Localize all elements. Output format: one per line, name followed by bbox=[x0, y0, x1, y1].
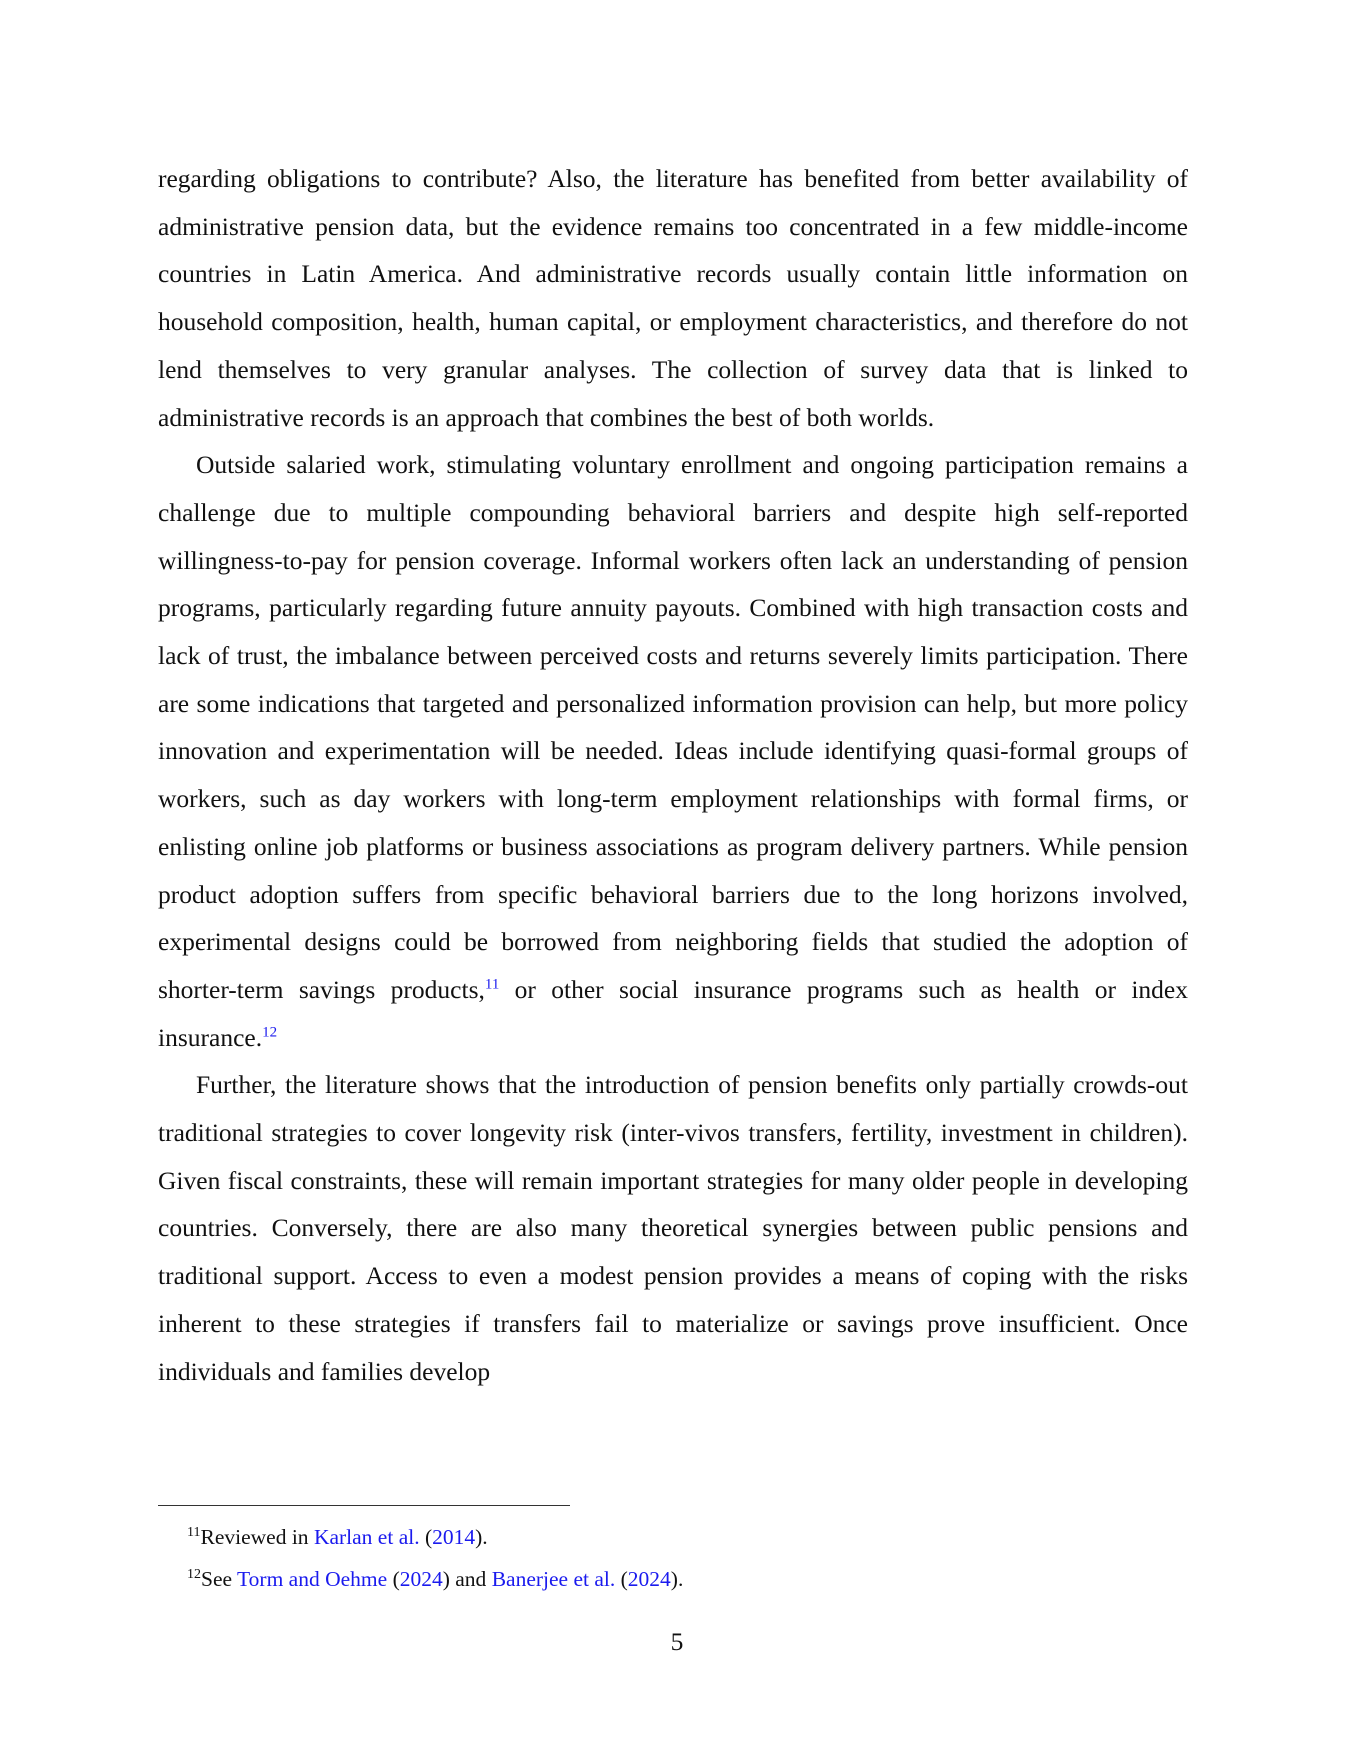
footnote-12-middle: ) and bbox=[442, 1567, 492, 1591]
footnote-11-open-paren: ( bbox=[419, 1525, 433, 1549]
body-text bbox=[158, 155, 1188, 1395]
footnote-12-prefix: See bbox=[201, 1567, 238, 1591]
paragraph-1: regarding obligations to contribute? Also, the literature has benefited from better availability of administrative pension data, but the evidence remains too concentrated in a few middle-income countries in Latin America. And administrative records usually contain little information on household composition, health, human capital, or employment characteristics, and therefore do not lend themselves to very granular analyses. The collection of survey data that is linked to administrative records is an approach that combines the best of both worlds. bbox=[158, 164, 1188, 432]
citation-banerjee-authors[interactable]: Banerjee et al. bbox=[491, 1567, 616, 1591]
citation-banerjee-year[interactable]: 2024 bbox=[627, 1567, 671, 1591]
citation-karlan-year[interactable]: 2014 bbox=[432, 1525, 476, 1549]
footnote-12 bbox=[187, 1558, 1187, 1600]
footnote-11 bbox=[187, 1516, 1187, 1558]
paragraph-2-text-a: Outside salaried work, stimulating voluntary enrollment and ongoing participation remains a challenge due to multiple compounding behavioral barriers and despite high self-reported willingness-to-pay for pension coverage. Informal workers often lack an understanding of pension programs, particularly regarding future annuity payouts. Combined with high transaction costs and lack of trust, the imbalance between perceived costs and returns severely limits participation. There are some indications that targeted and personalized information provision can help, but more policy innovation and experimentation will be needed. Ideas include identifying quasi-formal groups of workers, such as day workers with long-term employment relationships with formal firms, or enlisting online job platforms or business associations as program delivery partners. While pension product adoption suffers from specific behavioral barriers due to the long horizons involved, experimental designs could be borrowed from neighboring fields that studied the adoption of shorter-term savings products, bbox=[158, 450, 1188, 1004]
page-number: 5 bbox=[670, 1627, 684, 1656]
footnote-12-suffix: ). bbox=[670, 1567, 684, 1591]
footnote-ref-12[interactable]: 12 bbox=[262, 1024, 278, 1041]
footnote-12-open-paren-1: ( bbox=[387, 1567, 400, 1591]
footnote-11-suffix: ). bbox=[475, 1525, 488, 1549]
citation-torm-year[interactable]: 2024 bbox=[399, 1567, 443, 1591]
footnote-mark-12: 12 bbox=[187, 1566, 201, 1582]
paragraph-2 bbox=[158, 441, 1188, 1061]
citation-torm-authors[interactable]: Torm and Oehme bbox=[237, 1567, 388, 1591]
footnotes bbox=[187, 1516, 1187, 1600]
paragraph-3: Further, the literature shows that the introduction of pension benefits only partially crowds-out traditional strategies to cover longevity risk (inter-vivos transfers, fertility, investment in children). Given fiscal constraints, these will remain important strategies for many older people in developing countries. Conversely, there are also many theoretical synergies between public pensions and traditional support. Access to even a modest pension provides a means of coping with the risks inherent to these strategies if transfers fail to materialize or savings prove insufficient. Once individuals and families develop bbox=[158, 1070, 1188, 1386]
paragraph-2-text-b: or other social insurance programs such as health or index insurance. bbox=[158, 974, 1188, 1052]
citation-karlan-authors[interactable]: Karlan et al. bbox=[313, 1525, 420, 1549]
footnote-11-prefix: Reviewed in bbox=[200, 1525, 314, 1549]
footnote-ref-11[interactable]: 11 bbox=[484, 976, 500, 993]
footnote-mark-11: 11 bbox=[187, 1524, 201, 1540]
footnote-separator bbox=[158, 1505, 570, 1506]
footnote-12-open-paren-2: ( bbox=[615, 1567, 628, 1591]
